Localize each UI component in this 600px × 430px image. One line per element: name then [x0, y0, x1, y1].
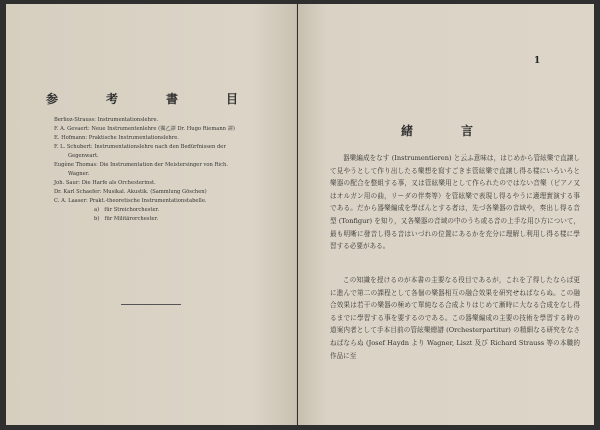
reference-list — [54, 116, 289, 224]
reference-item: Dr. Karl Schaefer: Musikal. Akustik. (Sammlung Göschen) — [54, 189, 207, 195]
introduction-title: 緒 言 — [400, 124, 491, 138]
reference-item: F. L. Schubert: Instrumentationslehre nach den Bedürfnissen der — [54, 144, 226, 150]
bibliography-title: 参 考 書 目 — [45, 92, 256, 106]
body-paragraph-2: この知識を授けるのが本書の主要なる役目であるが，これを了得したならば更に進んで第二の課程として各個の樂器相互の融合效果を研究せねばならぬ。この融合效果は若干の樂器の極めて單純なる合成よりはじめて漸時に大なる合成をなし得るまでに學習する事を要するのである。この器樂編成の主要の技術を學習する時の道案内者として手本目前の管絃樂總譜 (Orchesterpartitur) の精細なる研究をなさねばならぬ (Josef Haydn より Wagner, Liszt 及び Richard Strauss 等の本職的作品に至 — [330, 276, 580, 360]
body-paragraph-1: 器樂編成をなす (Instrumentieren) と云ふ意味は，はじめから管絃樂で直譲して見やうとして作り出したる樂想を寫すごきま管絃樂で直譲し得る樣にいろいろと樂器の配合を整組する事，又は管絃樂用として作られたのではない音樂（ピアノ又はオルガン用の曲，リーダの伴奏等）を管絃樂で表現し得るやうに適理實演する事である。だから器樂編成を學ばんとする者は，先づ各樂器の音域や，奏出し得る音型 (Tonfigur) を知り，又各樂器の音域の中のうち或る音の上手な用ひ方について，最も明晰に發音し得る音はいづれの位置にあるかを充分に理解し利用し得る樣に學習する必要がある。 — [330, 154, 580, 251]
reference-item: C. A. Laaser: Prakt.-theoretische Instrumentationstabelle. — [54, 198, 207, 204]
reference-sub-item: b) für Militärorchester. — [94, 216, 159, 222]
right-page — [298, 4, 594, 425]
left-page — [6, 4, 297, 425]
reference-item: Gegenwart. — [68, 153, 99, 159]
page-number: 1 — [534, 56, 541, 66]
reference-item: F. A. Gevaert: Neue Instrumentenlehre (獨乙譯 Dr. Hugo Riemann 譯) — [54, 126, 235, 132]
reference-item: Joh. Saur: Die Harfe als Orchesterinst. — [54, 180, 156, 186]
divider-rule — [121, 304, 181, 305]
reference-item: Eugène Thomas: Die Instrumentation der Meistersinger von Rich. — [54, 162, 228, 168]
reference-item: E. Hofmann: Praktische Instrumentationslehre. — [54, 135, 179, 141]
reference-sub-item: a) für Streichorchester. — [94, 207, 160, 213]
reference-item: Wagner. — [68, 171, 90, 177]
reference-item: Berlioz-Strauss: Instrumentationslehre. — [54, 117, 159, 123]
